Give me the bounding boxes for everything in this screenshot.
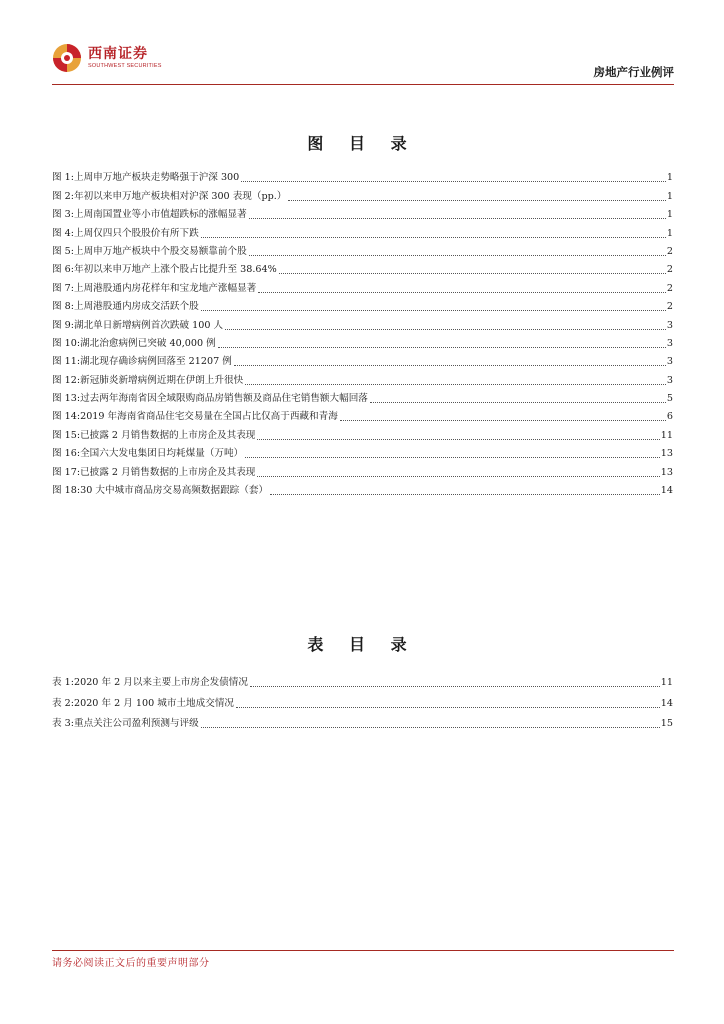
dot-leader (241, 181, 666, 182)
entry-page-number: 3 (666, 319, 673, 331)
toc-entry[interactable] (52, 369, 673, 387)
entry-page-number: 3 (666, 337, 673, 349)
toc-entry[interactable] (52, 204, 673, 222)
table-toc-list (52, 670, 673, 731)
toc-entry[interactable] (52, 480, 673, 498)
entry-label: 图 4: (52, 227, 74, 239)
dot-leader (257, 439, 659, 440)
toc-entry[interactable] (52, 277, 673, 295)
entry-page-number: 3 (666, 374, 673, 386)
entry-label: 图 6: (52, 264, 74, 276)
toc-entry[interactable] (52, 443, 673, 461)
figure-toc-list (52, 167, 673, 498)
entry-title: 年初以来申万地产板块相对沪深 300 表现（pp.） (73, 190, 287, 202)
entry-label: 图 2: (52, 190, 74, 202)
dot-leader (257, 476, 659, 477)
entry-title: 上周申万地产板块中个股交易额靠前个股 (73, 245, 247, 257)
entry-page-number: 1 (666, 227, 673, 239)
toc-entry[interactable] (52, 314, 673, 332)
report-type-label: 房地产行业例评 (593, 65, 674, 79)
entry-title: 上周港股通内房花样年和宝龙地产涨幅显著 (73, 282, 257, 294)
dot-leader (218, 347, 666, 348)
entry-label: 图 10: (52, 337, 81, 349)
entry-label: 图 12: (52, 374, 81, 386)
entry-page-number: 11 (660, 429, 673, 441)
entry-label: 图 13: (52, 393, 81, 405)
dot-leader (288, 200, 665, 201)
dot-leader (249, 255, 666, 256)
dot-leader (258, 292, 666, 293)
entry-page-number: 1 (666, 172, 673, 184)
dot-leader (340, 420, 666, 421)
entry-page-number: 14 (660, 697, 673, 709)
entry-page-number: 6 (666, 411, 673, 423)
entry-label: 表 1: (52, 677, 74, 689)
entry-title: 重点关注公司盈利预测与评级 (73, 718, 199, 730)
entry-title: 全国六大发电集团日均耗煤量（万吨） (80, 448, 244, 460)
entry-label: 图 9: (52, 319, 74, 331)
entry-title: 上周申万地产板块走势略强于沪深 300 (73, 172, 240, 184)
entry-title: 新冠肺炎新增病例近期在伊朗上升很快 (80, 374, 244, 386)
toc-entry[interactable] (52, 406, 673, 424)
entry-title: 2020 年 2 月以来主要上市房企发债情况 (73, 677, 248, 689)
dot-leader (201, 310, 666, 311)
entry-title: 湖北现存确诊病例回落至 21207 例 (80, 356, 232, 368)
entry-page-number: 15 (660, 718, 673, 730)
header-divider (52, 84, 674, 85)
logo-mark-icon (52, 43, 82, 73)
dot-leader (236, 707, 660, 708)
entry-title: 30 大中城市商品房交易高频数据跟踪（套） (80, 485, 269, 497)
entry-title: 年初以来申万地产上涨个股占比提升至 38.64% (73, 264, 277, 276)
toc-entry[interactable] (52, 461, 673, 479)
entry-title: 上周南国置业等小市值超跌标的涨幅显著 (73, 209, 247, 221)
table-toc-title: 表 目 录 (307, 635, 417, 654)
entry-label: 图 15: (52, 429, 81, 441)
entry-page-number: 2 (666, 245, 673, 257)
entry-page-number: 2 (666, 301, 673, 313)
entry-label: 图 3: (52, 209, 74, 221)
entry-title: 湖北治愈病例已突破 40,000 例 (80, 337, 216, 349)
dot-leader (225, 329, 666, 330)
entry-title: 2020 年 2 月 100 城市土地成交情况 (73, 697, 235, 709)
dot-leader (250, 686, 660, 687)
entry-label: 表 3: (52, 718, 74, 730)
entry-label: 图 17: (52, 466, 81, 478)
dot-leader (370, 402, 666, 403)
entry-title: 2019 年海南省商品住宅交易量在全国占比仅高于西藏和青海 (80, 411, 338, 423)
toc-entry[interactable] (52, 222, 673, 240)
dot-leader (270, 494, 660, 495)
dot-leader (245, 384, 666, 385)
dot-leader (249, 218, 666, 219)
toc-entry[interactable] (52, 167, 673, 185)
footer-divider (52, 950, 674, 951)
entry-title: 湖北单日新增病例首次跌破 100 人 (73, 319, 224, 331)
company-logo (52, 40, 162, 76)
entry-page-number: 11 (660, 677, 673, 689)
entry-title: 已披露 2 月销售数据的上市房企及其表现 (80, 466, 256, 478)
toc-entry[interactable] (52, 259, 673, 277)
page-header (52, 40, 674, 84)
entry-page-number: 1 (666, 190, 673, 202)
toc-entry[interactable] (52, 690, 673, 710)
toc-entry[interactable] (52, 296, 673, 314)
entry-title: 上周港股通内房成交活跃个股 (73, 301, 199, 313)
entry-label: 图 11: (52, 356, 81, 368)
entry-label: 图 16: (52, 448, 81, 460)
entry-page-number: 1 (666, 209, 673, 221)
toc-entry[interactable] (52, 351, 673, 369)
entry-page-number: 14 (660, 485, 673, 497)
logo-english-name: SOUTHWEST SECURITIES (88, 62, 162, 69)
toc-entry[interactable] (52, 670, 673, 690)
dot-leader (201, 237, 666, 238)
toc-entry[interactable] (52, 424, 673, 442)
dot-leader (279, 273, 666, 274)
entry-page-number: 13 (660, 448, 673, 460)
entry-page-number: 2 (666, 282, 673, 294)
entry-label: 图 18: (52, 485, 81, 497)
entry-label: 图 14: (52, 411, 81, 423)
entry-label: 图 7: (52, 282, 74, 294)
entry-page-number: 13 (660, 466, 673, 478)
entry-label: 表 2: (52, 697, 74, 709)
dot-leader (245, 457, 660, 458)
toc-entry[interactable] (52, 388, 673, 406)
toc-entry[interactable] (52, 241, 673, 259)
toc-entry[interactable] (52, 185, 673, 203)
dot-leader (201, 727, 660, 728)
logo-chinese-name: 西南证券 (88, 45, 148, 62)
entry-label: 图 8: (52, 301, 74, 313)
toc-entry[interactable] (52, 711, 673, 731)
entry-label: 图 5: (52, 245, 74, 257)
footer-disclaimer-note: 请务必阅读正文后的重要声明部分 (52, 958, 210, 969)
figure-toc-title: 图 目 录 (307, 134, 417, 153)
entry-title: 已披露 2 月销售数据的上市房企及其表现 (80, 429, 256, 441)
entry-label: 图 1: (52, 172, 74, 184)
entry-page-number: 5 (666, 393, 673, 405)
entry-page-number: 2 (666, 264, 673, 276)
entry-title: 过去两年海南省因全域限购商品房销售额及商品住宅销售额大幅回落 (80, 393, 368, 405)
dot-leader (234, 365, 666, 366)
entry-page-number: 3 (666, 356, 673, 368)
toc-entry[interactable] (52, 333, 673, 351)
entry-title: 上周仅四只个股股价有所下跌 (73, 227, 199, 239)
